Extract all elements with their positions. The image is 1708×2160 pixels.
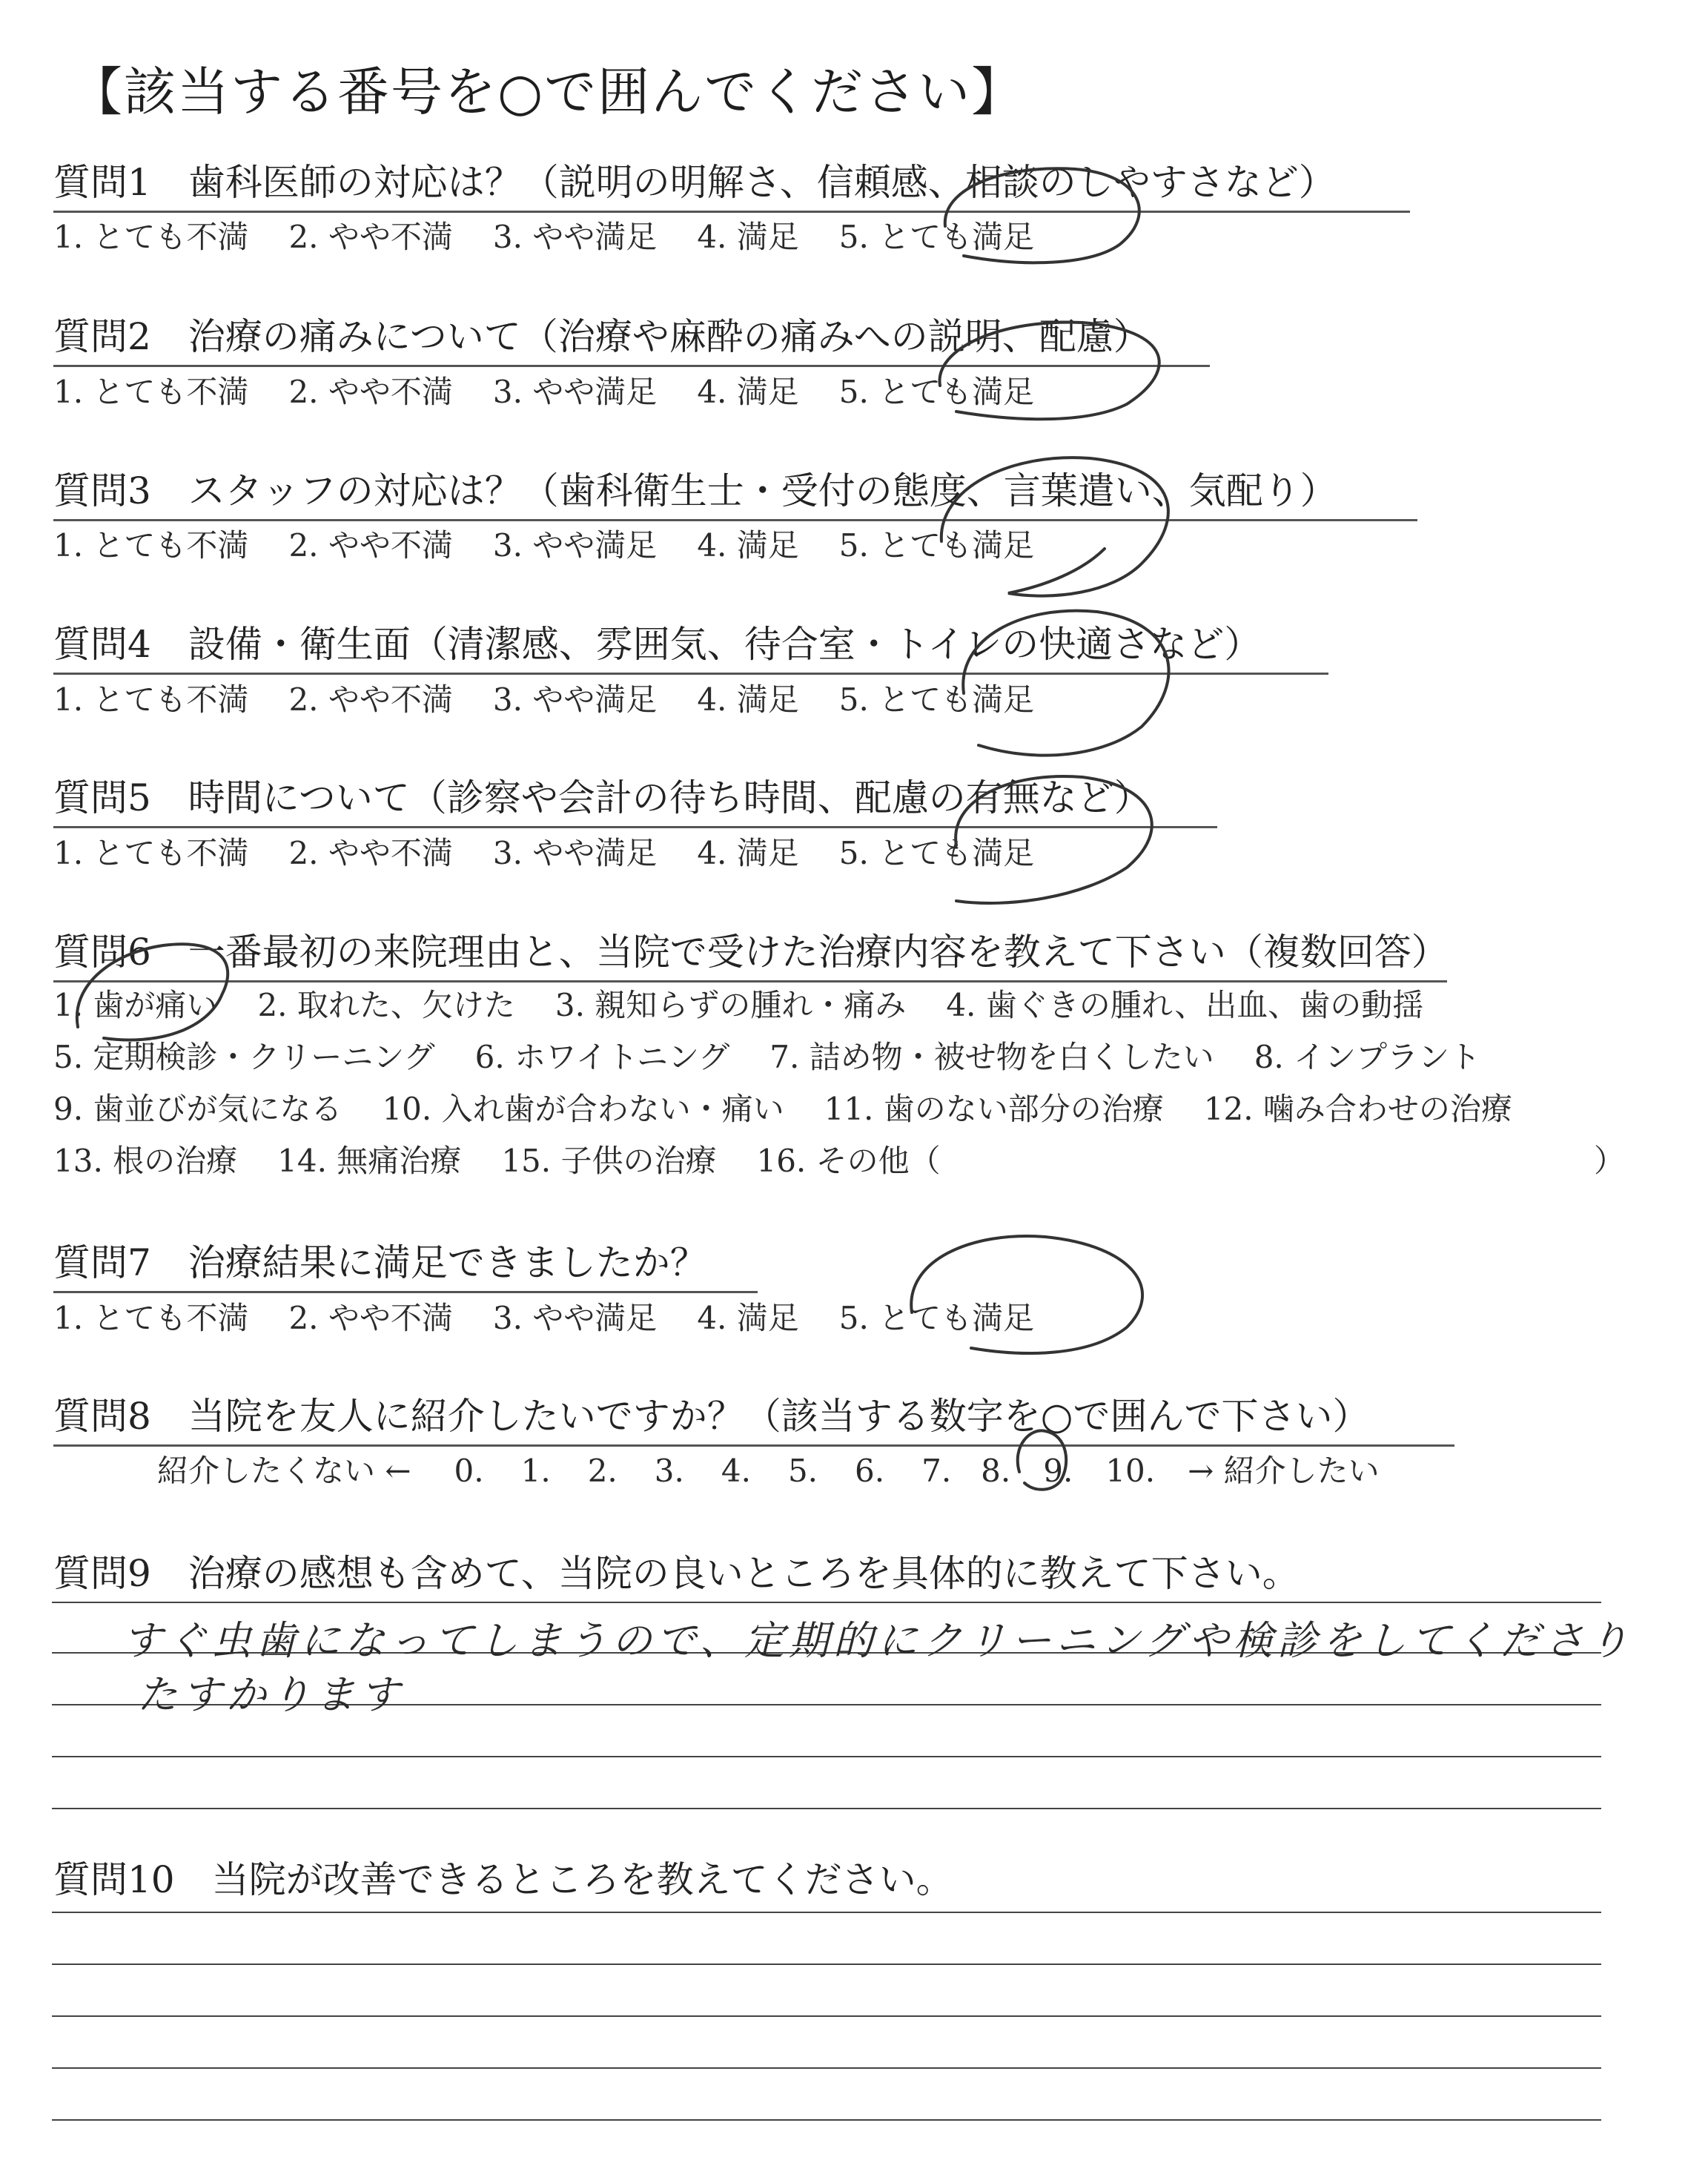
q4-option-1[interactable]: 1. とても不満 (53, 681, 249, 718)
q9-answer-line (52, 1756, 1601, 1757)
q8-option-6[interactable]: 6. (855, 1453, 885, 1489)
q10-title: 質問10 当院が改善できるところを教えてください。 (53, 1858, 953, 1901)
q2-option-5[interactable]: 5. とても満足 (838, 374, 1035, 410)
q5-option-4[interactable]: 4. 満足 (697, 835, 799, 871)
q1-option-1[interactable]: 1. とても不満 (53, 219, 249, 255)
q7-option-5[interactable]: 5. とても満足 (838, 1300, 1035, 1336)
q4-option-5[interactable]: 5. とても満足 (838, 681, 1035, 718)
q7-title: 質問7 治療結果に満足できましたか？ (53, 1233, 758, 1293)
q8-option-4[interactable]: 4. (721, 1453, 751, 1489)
q5-options (53, 829, 1074, 873)
q4-options (53, 676, 1074, 720)
q8-option-8[interactable]: 8. (981, 1453, 1011, 1489)
q1-option-3[interactable]: 3. やや満足 (492, 219, 658, 255)
q5-option-3[interactable]: 3. やや満足 (492, 835, 658, 871)
q2-option-3[interactable]: 3. やや満足 (492, 374, 658, 410)
page-title: 【該当する番号を○で囲んでください】 (70, 62, 1025, 122)
q10-answer-line (52, 1912, 1601, 1913)
q8-title: 質問8 当院を友人に紹介したいですか？（該当する数字を○で囲んで下さい） (53, 1387, 1454, 1447)
q5-option-1[interactable]: 1. とても不満 (53, 835, 249, 871)
q3-option-4[interactable]: 4. 満足 (697, 527, 799, 564)
q2-option-4[interactable]: 4. 満足 (697, 374, 799, 410)
q8-option-1[interactable]: 1. (520, 1453, 551, 1489)
q6-option-5[interactable]: 5. 定期検診・クリーニング (53, 1039, 435, 1075)
q2-option-2[interactable]: 2. やや不満 (288, 374, 453, 410)
q2-option-1[interactable]: 1. とても不満 (53, 374, 249, 410)
q6-option-11[interactable]: 11. 歯のない部分の治療 (824, 1091, 1164, 1127)
q9-handwritten-answer-line1[interactable]: すぐ虫歯になってしまうので、定期的にクリーニングや検診をしてくださり (122, 1617, 1633, 1664)
q4-option-2[interactable]: 2. やや不満 (288, 681, 453, 718)
q9-answer-line (52, 1602, 1601, 1603)
q8-option-7[interactable]: 7. (921, 1453, 952, 1489)
q8-option-9[interactable]: 9. (1043, 1453, 1073, 1489)
q1-option-4[interactable]: 4. 満足 (697, 219, 799, 255)
q3-option-3[interactable]: 3. やや満足 (492, 527, 658, 564)
q6-option-3[interactable]: 3. 親知らずの腫れ・痛み (555, 987, 907, 1023)
q6-row-2 (53, 1033, 1520, 1077)
q10-answer-line (52, 2119, 1601, 2121)
q1-title: 質問1 歯科医師の対応は？（説明の明解さ、信頼感、相談のしやすさなど） (53, 153, 1410, 213)
q2-options (53, 368, 1074, 412)
q8-option-2[interactable]: 2. (587, 1453, 618, 1489)
q8-option-3[interactable]: 3. (654, 1453, 684, 1489)
q3-option-5[interactable]: 5. とても満足 (838, 527, 1035, 564)
q6-option-15[interactable]: 15. 子供の治療 (501, 1143, 717, 1179)
q6-option-4[interactable]: 4. 歯ぐきの腫れ、出血、歯の動揺 (946, 987, 1424, 1023)
q6-option-1[interactable]: 1. 歯が痛い (53, 987, 218, 1023)
q7-option-3[interactable]: 3. やや満足 (492, 1300, 658, 1336)
q6-option-16[interactable]: 16. その他（ (756, 1143, 941, 1179)
q4-option-3[interactable]: 3. やや満足 (492, 681, 658, 718)
q5-title: 質問5 時間について（診察や会計の待ち時間、配慮の有無など） (53, 768, 1217, 828)
q2-title: 質問2 治療の痛みについて（治療や麻酔の痛みへの説明、配慮） (53, 307, 1210, 367)
q9-answer-line (52, 1808, 1601, 1809)
q5-option-5[interactable]: 5. とても満足 (838, 835, 1035, 871)
q10-answer-line (52, 2067, 1601, 2069)
q8-option-0[interactable]: 0. (454, 1453, 484, 1489)
q9-title: 質問9 治療の感想も含めて、当院の良いところを具体的に教えて下さい。 (53, 1552, 1300, 1595)
q7-option-2[interactable]: 2. やや不満 (288, 1300, 453, 1336)
q3-option-1[interactable]: 1. とても不満 (53, 527, 249, 564)
q7-options (53, 1294, 1074, 1338)
q1-options (53, 213, 1074, 257)
q8-right-label: → 紹介したい (1188, 1453, 1380, 1489)
q3-title: 質問3 スタッフの対応は？（歯科衛生士・受付の態度、言葉遣い、気配り） (53, 461, 1417, 521)
q6-option-2[interactable]: 2. 取れた、欠けた (257, 987, 515, 1023)
q7-option-4[interactable]: 4. 満足 (697, 1300, 799, 1336)
q6-option-14[interactable]: 14. 無痛治療 (277, 1143, 462, 1179)
q5-option-2[interactable]: 2. やや不満 (288, 835, 453, 871)
q10-answer-line (52, 1964, 1601, 1965)
q6-option-8[interactable]: 8. インプラント (1254, 1039, 1481, 1075)
q4-title: 質問4 設備・衛生面（清潔感、雰囲気、待合室・トイレの快適さなど） (53, 615, 1328, 675)
q6-option-9[interactable]: 9. 歯並びが気になる (53, 1091, 342, 1127)
q8-left-label: 紹介したくない ← (157, 1453, 411, 1489)
q8-option-10[interactable]: 10. (1105, 1453, 1156, 1489)
q6-option-13[interactable]: 13. 根の治療 (53, 1143, 238, 1179)
q6-title: 質問6 一番最初の来院理由と、当院で受けた治療内容を教えて下さい（複数回答） (53, 922, 1447, 982)
q3-option-2[interactable]: 2. やや不満 (288, 527, 453, 564)
q4-option-4[interactable]: 4. 満足 (697, 681, 799, 718)
q8-option-5[interactable]: 5. (787, 1453, 818, 1489)
q6-option-6[interactable]: 6. ホワイトニング (474, 1039, 730, 1075)
q6-row-1 (53, 981, 1463, 1025)
q7-option-1[interactable]: 1. とても不満 (53, 1300, 249, 1336)
q6-option-12[interactable]: 12. 噛み合わせの治療 (1203, 1091, 1512, 1127)
q6-row-4 (53, 1137, 981, 1181)
q3-options (53, 521, 1074, 566)
q8-scale (157, 1447, 1380, 1491)
q6-option-7[interactable]: 7. 詰め物・被せ物を白くしたい (769, 1039, 1214, 1075)
q1-option-5[interactable]: 5. とても満足 (838, 219, 1035, 255)
q6-option-10[interactable]: 10. 入れ歯が合わない・痛い (382, 1091, 784, 1127)
q10-answer-line (52, 2015, 1601, 2017)
q1-option-2[interactable]: 2. やや不満 (288, 219, 453, 255)
q9-handwritten-answer-line2[interactable]: たすかります (137, 1671, 404, 1718)
q6-row-3 (53, 1085, 1552, 1129)
q6-other-close-paren: ） (1594, 1143, 1626, 1179)
